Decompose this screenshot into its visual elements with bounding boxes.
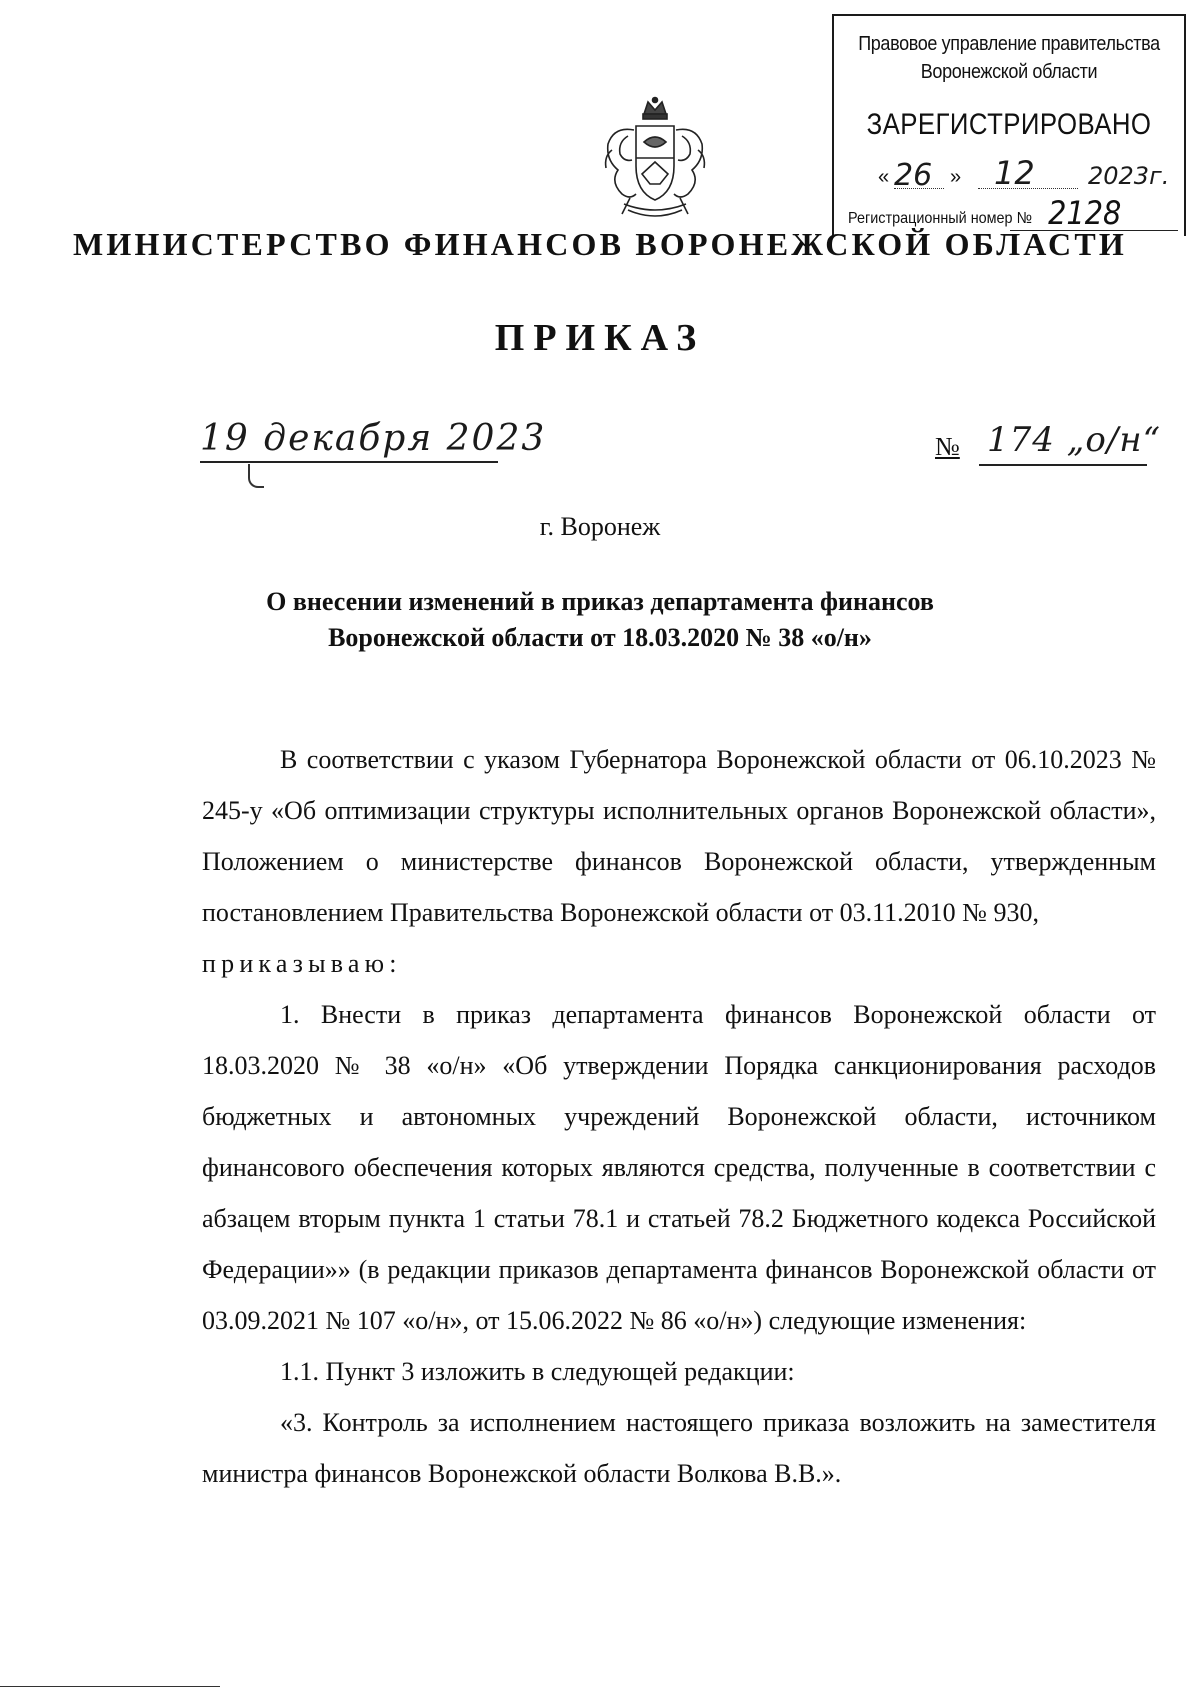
- registration-stamp: [832, 14, 1186, 236]
- ministry-name: МИНИСТЕРСТВО ФИНАНСОВ ВОРОНЕЖСКОЙ ОБЛАСТИ: [73, 226, 1127, 262]
- stamp-year: 2023г.: [1088, 162, 1170, 190]
- handwritten-date: 19 декабря 2023: [200, 418, 498, 463]
- item-1-1-text-paragraph: «3. Контроль за исполнением настоящего приказа возложить на заместителя министра финансов Воронежской области Волкова В.В.».: [202, 1408, 1156, 1488]
- footer-rule: [0, 1686, 220, 1687]
- number-underline: [979, 464, 1147, 466]
- stamp-day-line: [894, 188, 944, 189]
- stamp-org-line1: Правовое управление правительства: [858, 33, 1160, 55]
- item-1-1-paragraph: 1.1. Пункт 3 изложить в следующей редакции:: [280, 1357, 795, 1386]
- document-type: ПРИКАЗ: [494, 317, 706, 359]
- stamp-reg-number: 2128: [1048, 194, 1122, 232]
- stamp-date: [874, 154, 1174, 198]
- order-number: [935, 420, 1165, 468]
- coat-of-arms-icon: [600, 96, 710, 226]
- stamp-quote-open: «: [878, 166, 890, 188]
- stamp-reg-label: Регистрационный номер №: [848, 210, 1033, 227]
- stamp-title: ЗАРЕГИСТРИРОВАНО: [866, 108, 1152, 141]
- number-label: №: [935, 432, 960, 461]
- subject-heading: [200, 584, 1000, 656]
- stamp-month-line: [978, 188, 1078, 189]
- order-word: приказываю:: [202, 949, 402, 978]
- preamble-paragraph: В соответствии с указом Губернатора Воронежской области от 06.10.2023 № 245-у «Об оптимизации структуры исполнительных органов Воронежской области», Положением о министерстве финансов Воронежской области, утвержденным постановлением Правительства Воронежской области от 03.11.2010 № 930,: [202, 745, 1156, 927]
- stamp-org-line2: Воронежской области: [920, 61, 1098, 83]
- stamp-month: 12: [994, 154, 1035, 192]
- stamp-quote-close: »: [950, 166, 962, 188]
- subject-line2: Воронежской области от 18.03.2020 № 38 «о/н»: [328, 623, 872, 652]
- city: г. Воронеж: [539, 512, 661, 541]
- stamp-organization: [852, 30, 1167, 86]
- handwritten-number: 174 „о/н“: [987, 420, 1162, 460]
- document-body: [202, 734, 1156, 1499]
- stamp-day: 26: [894, 158, 933, 193]
- handwriting-stroke: [248, 464, 264, 488]
- item-1-paragraph: 1. Внести в приказ департамента финансов Воронежской области от 18.03.2020 № 38 «о/н» «Об утверждении Порядка санкционирования расходов бюджетных и автономных учреждений Воронежской области, источником финансового обеспечения которых являются средства, полученные в соответствии с абзацем вторым пункта 1 статьи 78.1 и статьей 78.2 Бюджетного кодекса Российской Федерации»» (в редакции приказов департамента финансов Воронежской области от 03.09.2021 № 107 «о/н», от 15.06.2022 № 86 «о/н») следующие изменения:: [202, 1000, 1156, 1335]
- subject-line1: О внесении изменений в приказ департамента финансов: [266, 587, 934, 616]
